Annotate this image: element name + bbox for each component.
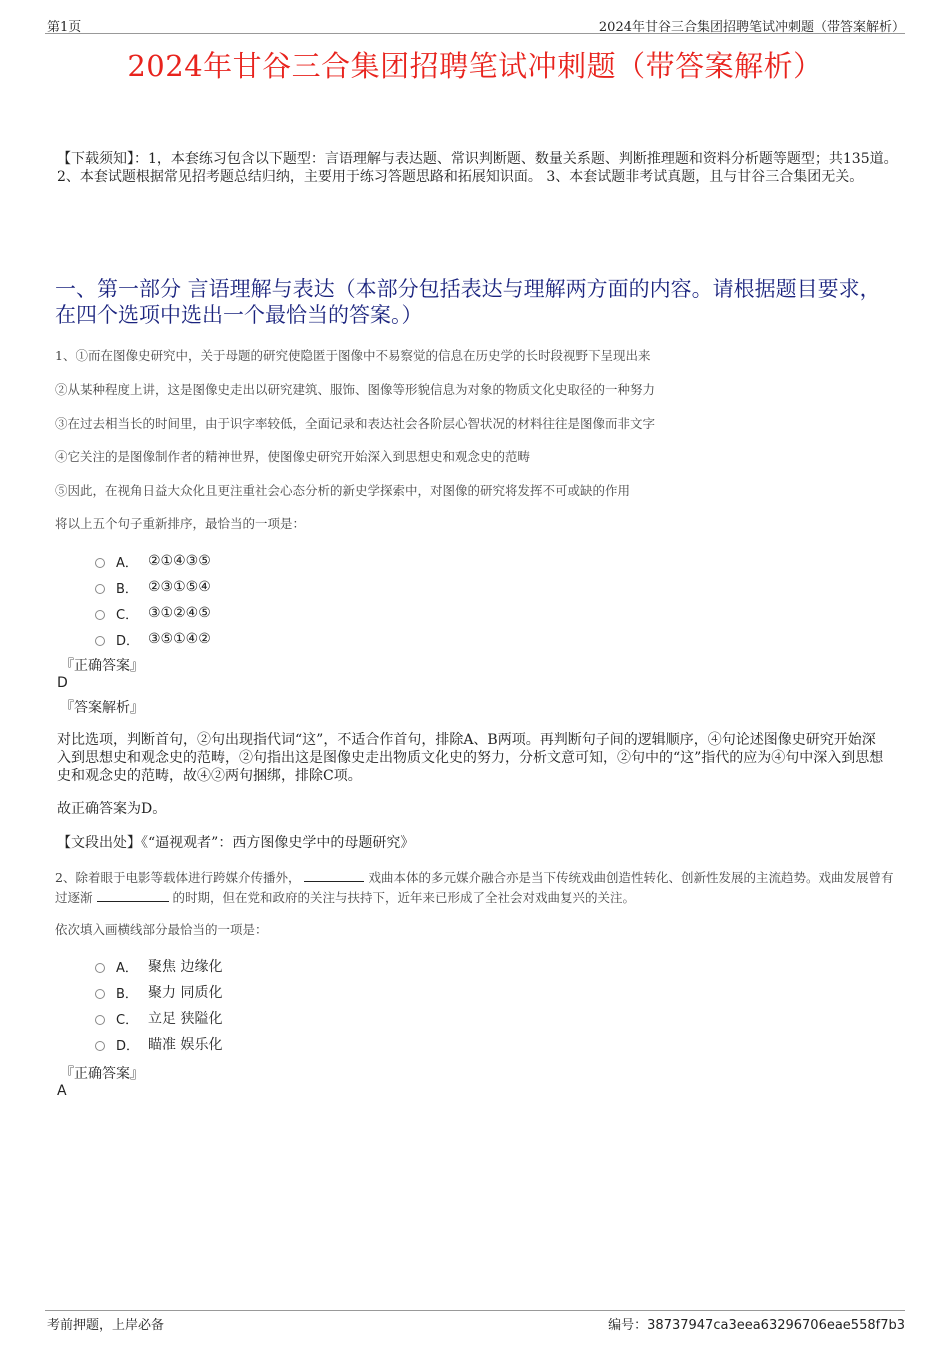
q1-line-5: ⑤因此，在视角日益大众化且更注重社会心态分析的新史学探索中，对图像的研究将发挥不可或缺的作用	[55, 483, 631, 498]
q2-option-a[interactable]	[95, 953, 222, 979]
radio-icon[interactable]	[95, 584, 105, 594]
option-letter: C．	[116, 607, 139, 623]
q1-options	[95, 548, 211, 652]
option-letter: D．	[116, 1038, 140, 1054]
q1-answer: D	[57, 675, 68, 691]
q1-line-1: 1、①而在图像史研究中，关于母题的研究使隐匿于图像中不易察觉的信息在历史学的长时段视野下呈现出来	[55, 348, 651, 363]
radio-icon[interactable]	[95, 989, 105, 999]
footer-code-value: 38737947ca3eea63296706eae558f7b3	[647, 1318, 905, 1333]
option-letter: B．	[116, 581, 138, 597]
q1-source: 【文段出处】《“逼视观者”：西方图像史学中的母题研究》	[57, 835, 415, 851]
q1-prompt: 将以上五个句子重新排序，最恰当的一项是：	[55, 516, 306, 531]
q1-option-c[interactable]	[95, 600, 211, 626]
radio-icon[interactable]	[95, 1015, 105, 1025]
page-title: 2024年甘谷三合集团招聘笔试冲刺题（带答案解析）	[127, 49, 823, 83]
footer-slogan: 考前押题，上岸必备	[47, 1318, 165, 1333]
q2-stem-part-3: 的时期，但在党和政府的关注与扶持下，近年来已形成了全社会对戏曲复兴的关注。	[172, 890, 635, 905]
radio-icon[interactable]	[95, 558, 105, 568]
q2-blank-2	[97, 889, 169, 902]
footer-divider	[45, 1310, 905, 1311]
q2-answer: A	[57, 1083, 67, 1099]
footer-code	[608, 1314, 905, 1333]
q2-stem-part-1: 2、除着眼于电影等载体进行跨媒介传播外，	[55, 870, 301, 885]
q2-stem-part-2: 戏曲本体的多元媒介融合亦是当下传统戏曲创造性转化、创新性发展的主流趋势。戏曲发展曾有过逐渐	[55, 870, 894, 905]
radio-icon[interactable]	[95, 1041, 105, 1051]
option-letter: D．	[116, 633, 140, 649]
footer-code-label: 编号：	[608, 1318, 648, 1333]
option-text: ③⑤①④②	[148, 631, 211, 647]
q2-option-b[interactable]	[95, 979, 222, 1005]
page-number: 第1页	[47, 20, 82, 35]
option-text: 聚焦 边缘化	[148, 959, 223, 975]
q1-conclusion: 故正确答案为D。	[57, 801, 167, 817]
q1-analysis: 对比选项，判断首句，②句出现指代词“这”，不适合作首句，排除A、B两项。再判断句子间的逻辑顺序，④句论述图像史研究开始深入到思想史和观念史的范畴，②句指出这是图像史走出物质文化史的努力，分析文意可知，②句中的“这”指代的应为④句中深入到思想史和观念史的范畴，故④②两句捆绑，排除C项。	[57, 732, 884, 784]
option-letter: C．	[116, 1012, 139, 1028]
q2-prompt: 依次填入画横线部分最恰当的一项是：	[55, 922, 268, 937]
option-text: 聚力 同质化	[148, 985, 223, 1001]
q2-options	[95, 953, 222, 1057]
radio-icon[interactable]	[95, 636, 105, 646]
option-letter: B．	[116, 986, 138, 1002]
header-doc-title: 2024年甘谷三合集团招聘笔试冲刺题（带答案解析）	[598, 20, 905, 35]
option-text: ②③①⑤④	[148, 579, 211, 595]
q2-option-c[interactable]	[95, 1005, 222, 1031]
q1-line-4: ④它关注的是图像制作者的精神世界，使图像史研究开始深入到思想史和观念史的范畴	[55, 449, 531, 464]
q2-blank-1	[304, 869, 364, 882]
option-letter: A．	[116, 555, 138, 571]
option-text: 瞄准 娱乐化	[148, 1037, 223, 1053]
download-notice: 【下载须知】：1，本套练习包含以下题型：言语理解与表达题、常识判断题、数量关系题、判断推理题和资料分析题等题型；共135道。 2、本套试题根据常见招考题总结归纳，主要用于练习答题思路和拓展知识面。 3、本套试题非考试真题，且与甘谷三合集团无关。	[57, 151, 898, 185]
q1-analysis-label: 『答案解析』	[60, 700, 144, 716]
option-letter: A．	[116, 960, 138, 976]
q2-stem	[55, 868, 900, 908]
radio-icon[interactable]	[95, 963, 105, 973]
q1-answer-label: 『正确答案』	[60, 658, 144, 674]
header-divider	[45, 33, 905, 34]
option-text: 立足 狭隘化	[148, 1011, 223, 1027]
option-text: ②①④③⑤	[148, 553, 211, 569]
q1-line-2: ②从某种程度上讲，这是图像史走出以研究建筑、服饰、图像等形貌信息为对象的物质文化史取径的一种努力	[55, 382, 656, 397]
q1-option-d[interactable]	[95, 626, 211, 652]
q1-option-a[interactable]	[95, 548, 211, 574]
q2-answer-label: 『正确答案』	[60, 1066, 144, 1082]
option-text: ③①②④⑤	[148, 605, 211, 621]
q1-option-b[interactable]	[95, 574, 211, 600]
q1-line-3: ③在过去相当长的时间里，由于识字率较低，全面记录和表达社会各阶层心智状况的材料往往是图像而非文字	[55, 416, 656, 431]
radio-icon[interactable]	[95, 610, 105, 620]
section-heading: 一、第一部分 言语理解与表达（本部分包括表达与理解两方面的内容。请根据题目要求，在四个选项中选出一个最恰当的答案。）	[55, 277, 881, 327]
q2-option-d[interactable]	[95, 1031, 222, 1057]
